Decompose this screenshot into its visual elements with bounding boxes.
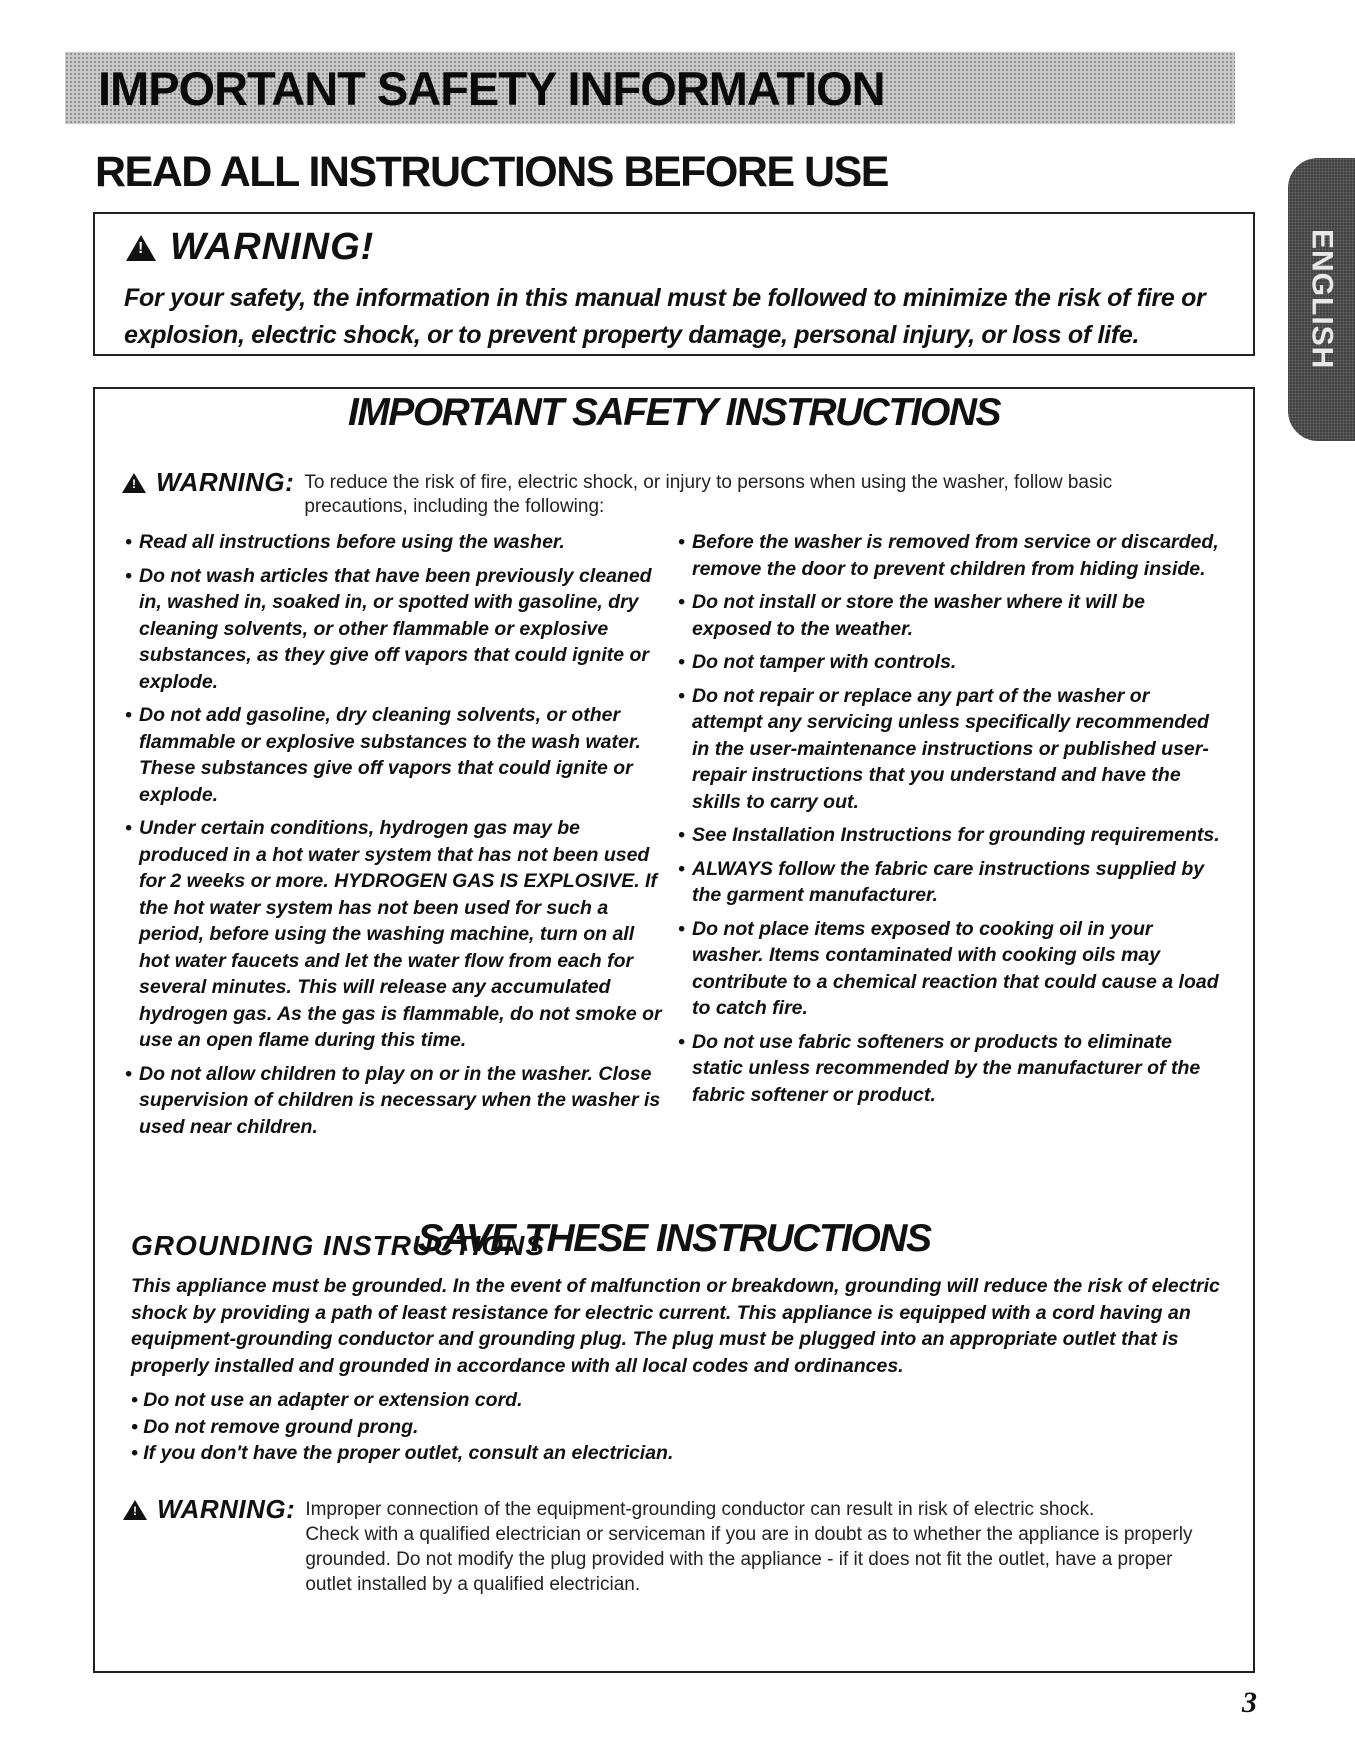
warning-box xyxy=(93,212,1255,356)
list-item: • Do not place items exposed to cooking oil in your washer. Items contaminated with cooking oils may contribute to a chemical reaction that could cause a load to catch fire. xyxy=(678,916,1223,1022)
language-tab xyxy=(1288,158,1355,441)
safety-instructions-box xyxy=(93,387,1255,1673)
grounding-text: This appliance must be grounded. In the event of malfunction or breakdown, grounding will reduce the risk of electric shock by providing a path of least resistance for electric current. This appliance is equipped with a cord having an equipment-grounding conductor and grounding plug. The plug must be plugged into an appropriate outlet that is properly installed and grounded in accordance with all local codes and ordinances. xyxy=(131,1275,1220,1377)
warning-text-line2: precautions, including the following: xyxy=(304,496,605,517)
list-item: • Do not use an adapter or extension cord. xyxy=(131,1387,673,1414)
list-item: • If you don't have the proper outlet, consult an electrician. xyxy=(131,1440,673,1467)
list-item: • Do not add gasoline, dry cleaning solvents, or other flammable or explosive substances to the wash water. These substances give off vapors that could ignite or explode. xyxy=(125,702,665,808)
grounding-warning-line1: Improper connection of the equipment-grounding conductor can result in risk of electric shock. xyxy=(305,1499,1095,1520)
list-item: • Do not tamper with controls. xyxy=(678,649,1223,676)
list-item: • ALWAYS follow the fabric care instructions supplied by the garment manufacturer. xyxy=(678,856,1223,909)
list-item: • See Installation Instructions for grounding requirements. xyxy=(678,822,1223,849)
warning-triangle-icon xyxy=(126,235,156,261)
list-item: • Before the washer is removed from service or discarded, remove the door to prevent children from hiding inside. xyxy=(678,529,1223,582)
list-item: • Under certain conditions, hydrogen gas may be produced in a hot water system that has not been used for 2 weeks or more. HYDROGEN GAS IS EXPLOSIVE. If the hot water system has not been used for such a period, before using the washing machine, turn on all hot water faucets and let the water flow from each for several minutes. This will release any accumulated hydrogen gas. As the gas is flammable, do not smoke or use an open flame during this time. xyxy=(125,815,665,1054)
grounding-list xyxy=(131,1387,673,1467)
list-item: • Do not wash articles that have been previously cleaned in, washed in, soaked in, or spotted with gasoline, dry cleaning solvents, or other flammable or explosive substances, as they give off vapors that could ignite or explode. xyxy=(125,563,665,696)
grounding-warning-rest: Check with a qualified electrician or serviceman if you are in doubt as to whether the appliance is properly grounded. Do not modify the plug provided with the appliance - if it does not fit the outlet, have a proper outlet installed by a qualified electrician. xyxy=(305,1524,1193,1595)
list-item: • Do not use fabric softeners or products to eliminate static unless recommended by the manufacturer of the fabric softener or product. xyxy=(678,1029,1223,1109)
safety-instructions-title: IMPORTANT SAFETY INSTRUCTIONS xyxy=(347,391,1001,434)
grounding-warning xyxy=(123,1494,1205,1597)
banner-title: IMPORTANT SAFETY INFORMATION xyxy=(98,61,885,115)
list-item: • Do not install or store the washer where it will be exposed to the weather. xyxy=(678,589,1223,642)
warning-text-line1: To reduce the risk of fire, electric shock, or injury to persons when using the washer, follow basic xyxy=(304,472,1113,493)
list-item: • Do not remove ground prong. xyxy=(131,1414,673,1441)
save-instructions-title: SAVE THESE INSTRUCTIONS xyxy=(417,1217,931,1260)
list-item: • Do not allow children to play on or in the washer. Close supervision of children is necessary when the washer is used near children. xyxy=(125,1061,665,1141)
warning-text: For your safety, the information in this manual must be followed to minimize the risk of fire or explosion, electric shock, or to prevent property damage, personal injury, or loss of life. xyxy=(124,284,1206,349)
section-banner xyxy=(65,52,1235,124)
list-item: • Read all instructions before using the washer. xyxy=(125,529,665,556)
warning-triangle-icon xyxy=(122,473,146,493)
warning-label: WARNING: xyxy=(156,467,295,497)
list-item: • Do not repair or replace any part of the washer or attempt any servicing unless specifically recommended in the user-maintenance instructions or published user-repair instructions that you understand and have the skills to carry out. xyxy=(678,683,1223,816)
warning-triangle-icon xyxy=(123,1500,147,1520)
warning-label: WARNING: xyxy=(157,1494,296,1524)
page-title: READ ALL INSTRUCTIONS BEFORE USE xyxy=(95,148,888,196)
warning-heading-label: WARNING! xyxy=(170,226,375,268)
warning-heading xyxy=(126,226,374,269)
page-number: 3 xyxy=(1242,1686,1257,1719)
right-instruction-list xyxy=(678,529,1223,1115)
grounding-title: GROUNDING INSTRUCTIONS xyxy=(131,1230,545,1261)
language-tab-label: ENGLISH xyxy=(1305,229,1339,370)
left-instruction-list xyxy=(125,529,665,1147)
instructions-warning xyxy=(122,467,1112,519)
